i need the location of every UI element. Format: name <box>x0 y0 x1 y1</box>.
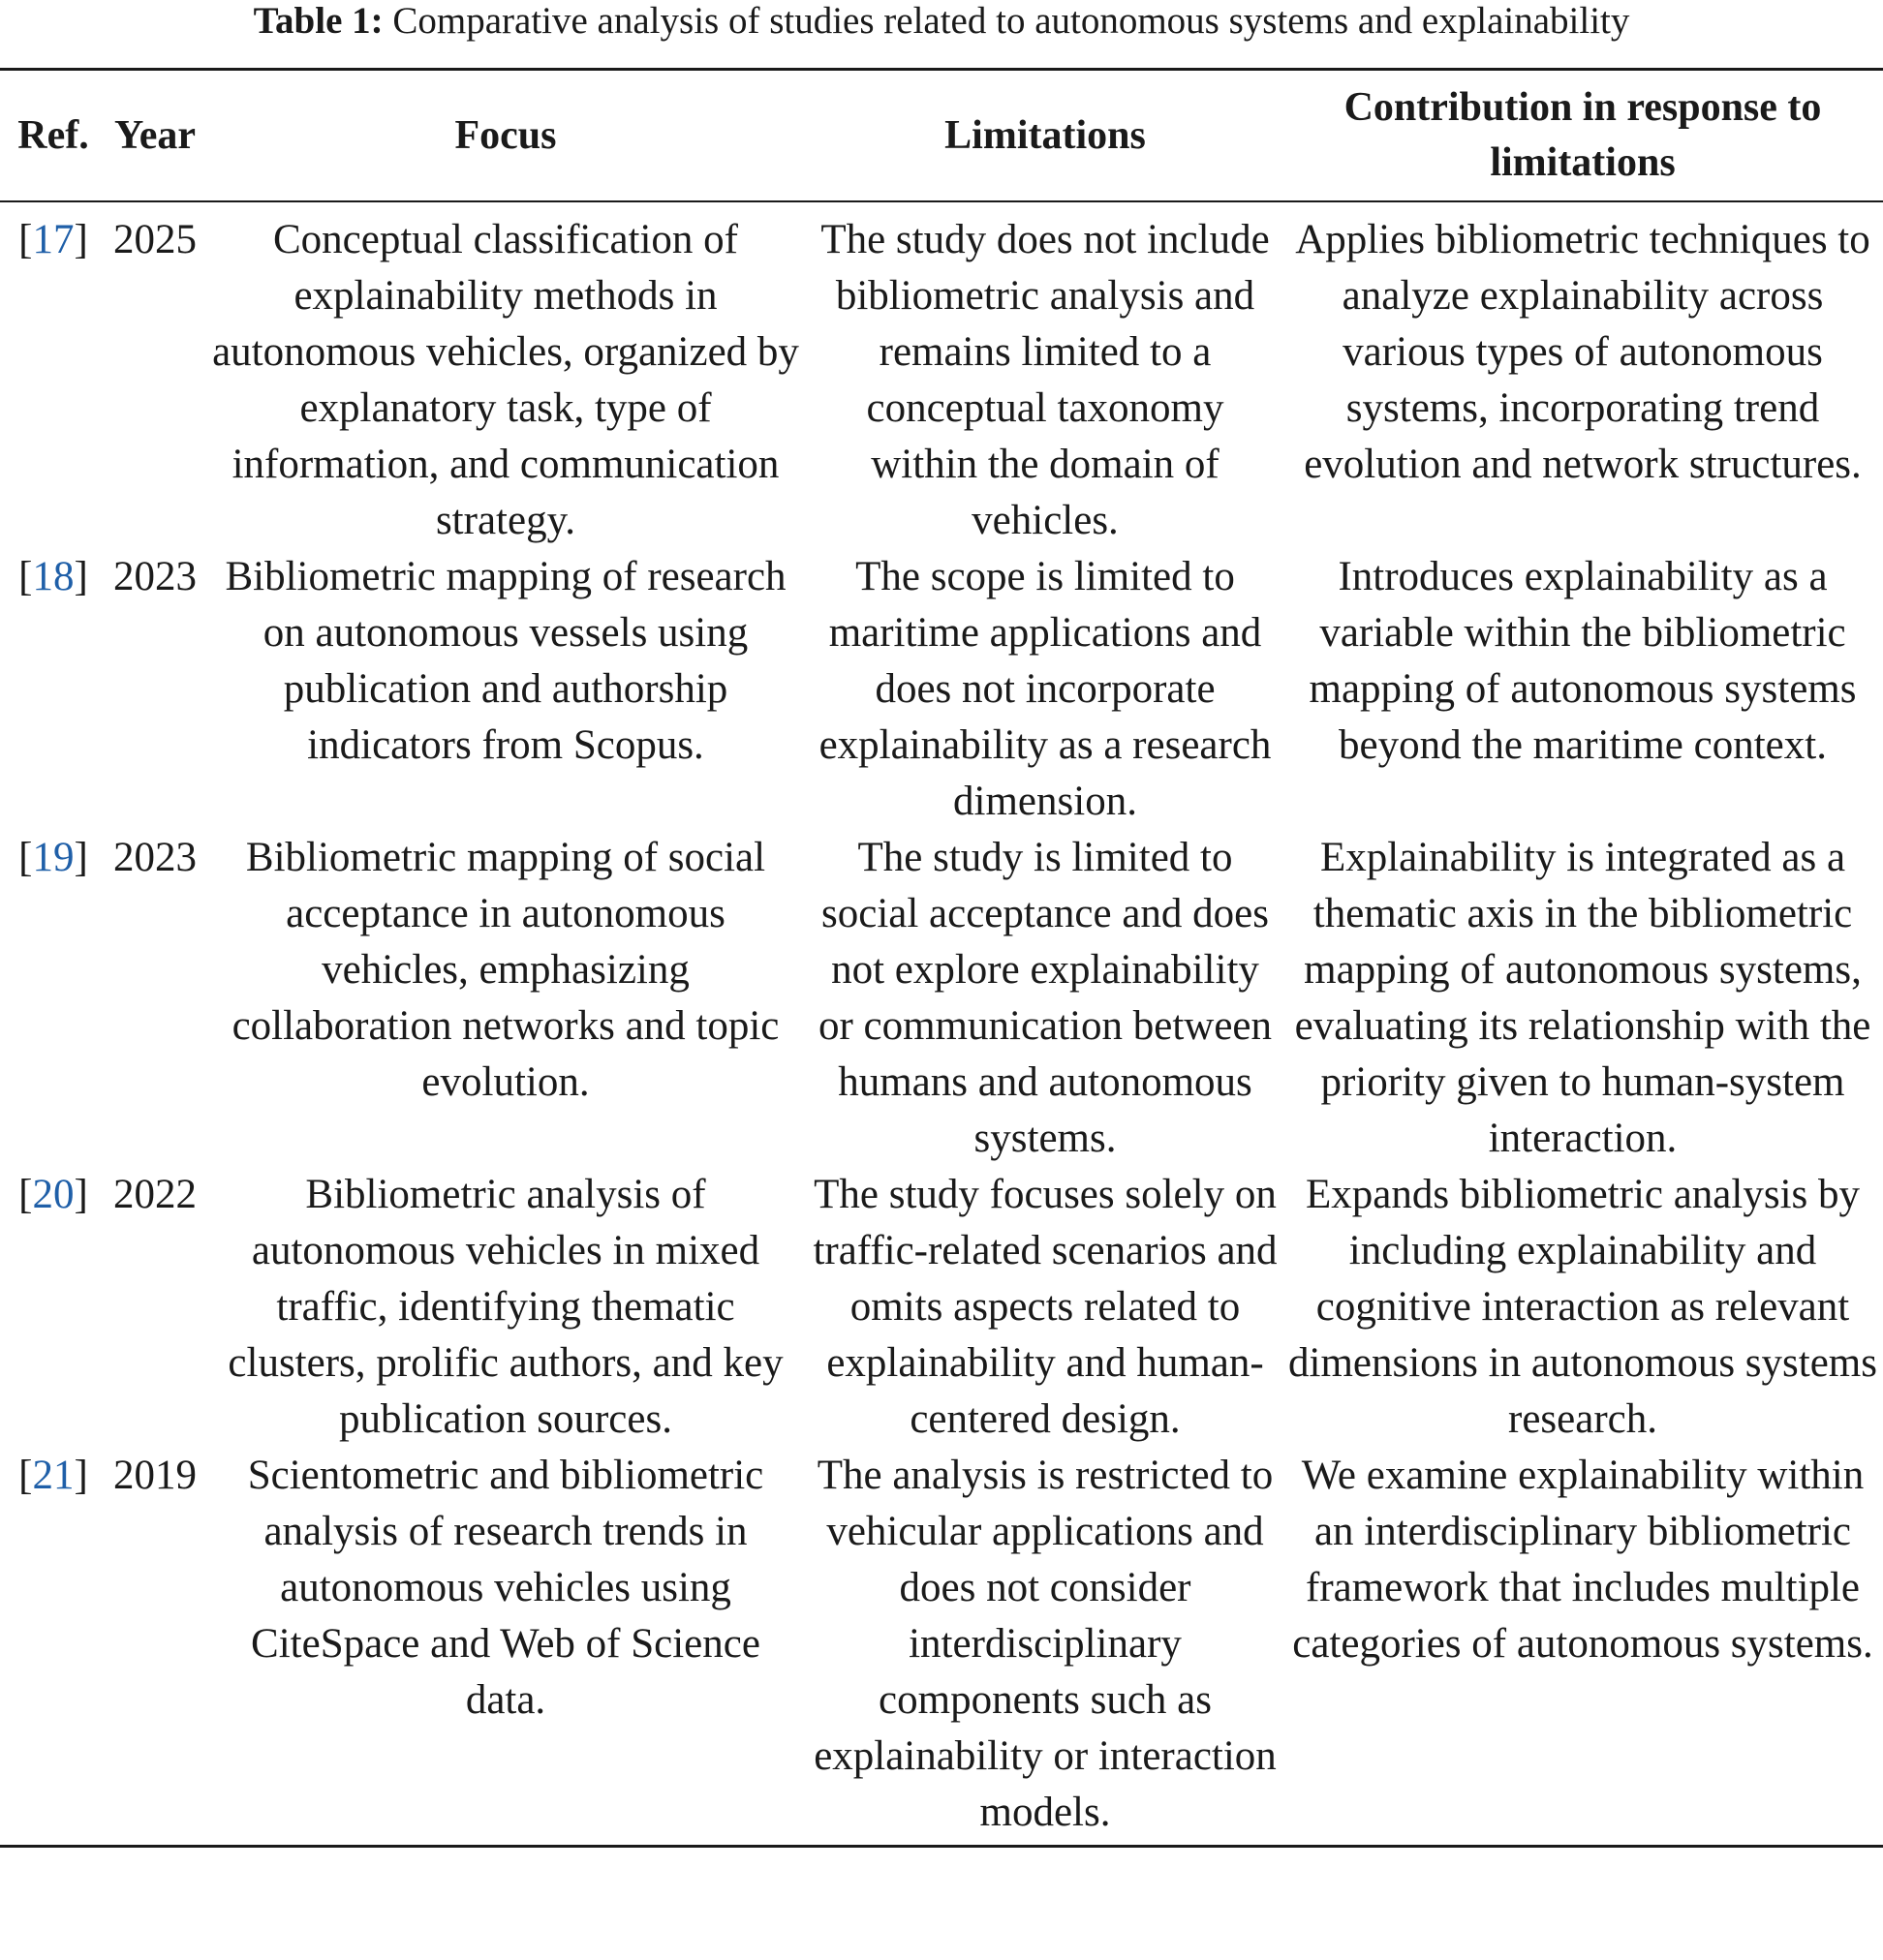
table-row <box>0 1167 1883 1448</box>
focus-cell: Bibliometric mapping of research on autonomous vessels using publication and authorship indicators from Scopus. <box>225 554 787 768</box>
citation-link[interactable]: 18 <box>32 554 75 599</box>
year-cell: 2023 <box>113 835 197 880</box>
table-caption <box>0 0 1883 43</box>
contribution-cell: We examine explainability within an interdisciplinary bibliometric framework that includes multiple categories of autonomous systems. <box>1292 1453 1873 1667</box>
column-header-limitations: Limitations <box>944 112 1146 158</box>
comparison-table <box>0 68 1883 1848</box>
table-row <box>0 1448 1883 1847</box>
limitations-cell: The analysis is restricted to vehicular applications and does not consider interdisciplinary components such as explainability or interaction models. <box>814 1453 1277 1835</box>
caption-text: Comparative analysis of studies related to autonomous systems and explainability <box>392 0 1630 42</box>
ref-cell: [20] <box>18 1172 88 1217</box>
column-header-focus: Focus <box>454 112 557 158</box>
year-cell: 2023 <box>113 554 197 599</box>
contribution-cell: Explainability is integrated as a thematic axis in the bibliometric mapping of autonomous systems, evaluating its relationship with the priority given to human-system interaction. <box>1294 835 1871 1161</box>
column-header-year: Year <box>114 112 196 158</box>
contribution-cell: Applies bibliometric techniques to analyze explainability across various types of autonomous systems, incorporating trend evolution and network structures. <box>1295 217 1870 487</box>
table-row <box>0 549 1883 830</box>
year-cell: 2022 <box>113 1172 197 1217</box>
table-header-row <box>0 70 1883 202</box>
citation-link[interactable]: 19 <box>32 835 75 880</box>
year-cell: 2025 <box>113 217 197 262</box>
limitations-cell: The study does not include bibliometric analysis and remains limited to a conceptual taxonomy within the domain of vehicles. <box>820 217 1270 543</box>
citation-link[interactable]: 20 <box>32 1172 75 1217</box>
column-header-contribution: Contribution in response to limitations <box>1343 85 1822 185</box>
table-row <box>0 201 1883 549</box>
focus-cell: Bibliometric mapping of social acceptance in autonomous vehicles, emphasizing collaboration networks and topic evolution. <box>232 835 780 1105</box>
limitations-cell: The scope is limited to maritime applications and does not incorporate explainability as a research dimension. <box>818 554 1272 824</box>
focus-cell: Scientometric and bibliometric analysis of research trends in autonomous vehicles using CiteSpace and Web of Science data. <box>247 1453 764 1723</box>
ref-cell: [19] <box>18 835 88 880</box>
limitations-cell: The study focuses solely on traffic-related scenarios and omits aspects related to explainability and human-centered design. <box>813 1172 1278 1442</box>
ref-cell: [18] <box>18 554 88 599</box>
contribution-cell: Expands bibliometric analysis by including explainability and cognitive interaction as relevant dimensions in autonomous systems research. <box>1288 1172 1877 1442</box>
year-cell: 2019 <box>113 1453 197 1498</box>
table-row <box>0 830 1883 1167</box>
caption-label: Table 1: <box>253 0 384 42</box>
contribution-cell: Introduces explainability as a variable within the bibliometric mapping of autonomous systems beyond the maritime context. <box>1309 554 1857 768</box>
ref-cell: [21] <box>18 1453 88 1498</box>
focus-cell: Bibliometric analysis of autonomous vehicles in mixed traffic, identifying thematic clusters, prolific authors, and key publication sources. <box>228 1172 784 1442</box>
limitations-cell: The study is limited to social acceptance and does not explore explainability or communication between humans and autonomous systems. <box>818 835 1273 1161</box>
ref-cell: [17] <box>18 217 88 262</box>
column-header-ref: Ref. <box>17 112 89 158</box>
citation-link[interactable]: 21 <box>32 1453 75 1498</box>
focus-cell: Conceptual classification of explainability methods in autonomous vehicles, organized by explanatory task, type of information, and communication strategy. <box>212 217 799 543</box>
citation-link[interactable]: 17 <box>32 217 75 262</box>
